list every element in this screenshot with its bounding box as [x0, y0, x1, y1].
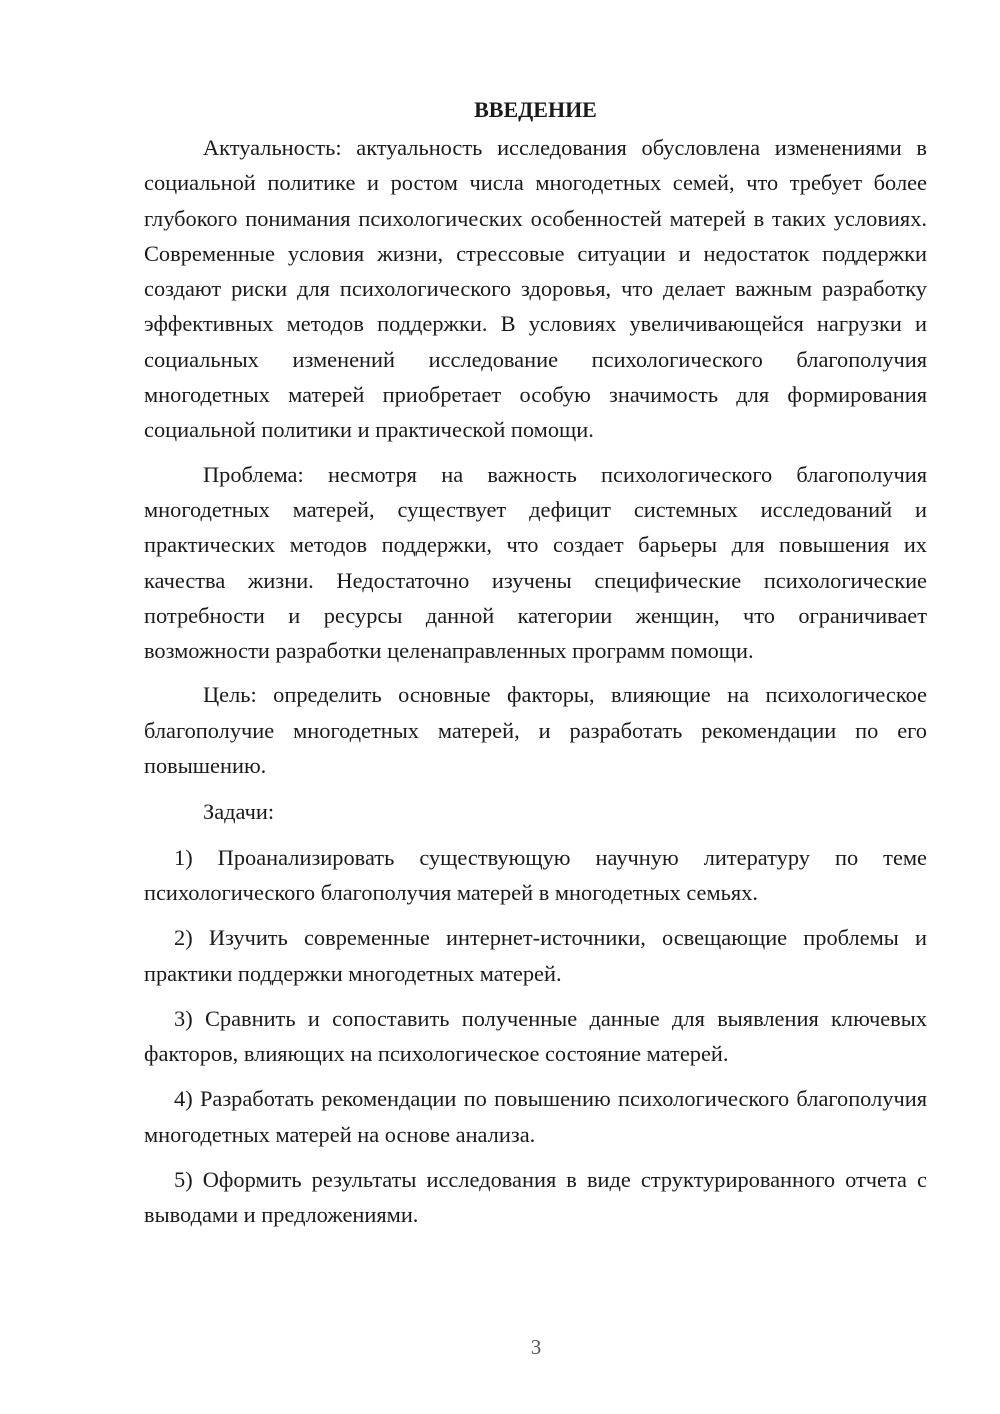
page-number: 3 — [530, 1335, 542, 1359]
relevance-paragraph: Актуальность: актуальность исследования обусловлена изменениями в социальной политике и ростом числа многодетных семей, что требует более глубокого понимания психологических особенностей матерей в таких условиях. Современные условия жизни, стрессовые ситуации и недостаток поддержки создают риски для психологического здоровья, что делает важным разработку эффективных методов поддержки. В условиях увеличивающейся нагрузки и социальных изменений исследование психологического благополучия многодетных матерей приобретает особую значимость для формирования социальной политики и практической помощи. — [144, 135, 927, 443]
section-title: ВВЕДЕНИЕ — [474, 97, 597, 122]
task-item-3: 3) Сравнить и сопоставить полученные данные для выявления ключевых факторов, влияющих на психологическое состояние матерей. — [144, 1005, 927, 1067]
document-page — [144, 92, 927, 1233]
task-item-5: 5) Оформить результаты исследования в виде структурированного отчета с выводами и предложениями. — [144, 1167, 927, 1228]
task-item-1: 1) Проанализировать существующую научную литературу по теме психологического благополучия матерей в многодетных семьях. — [144, 844, 927, 905]
goal-paragraph: Цель: определить основные факторы, влияющие на психологическое благополучие многодетных матерей, и разработать рекомендации по его повышению. — [144, 682, 927, 779]
tasks-heading: Задачи: — [203, 799, 275, 825]
task-item-4: 4) Разработать рекомендации по повышению психологического благополучия многодетных матерей на основе анализа. — [144, 1086, 927, 1147]
task-item-2: 2) Изучить современные интернет-источники, освещающие проблемы и практики поддержки многодетных матерей. — [144, 925, 927, 986]
problem-paragraph: Проблема: несмотря на важность психологического благополучия многодетных матерей, существует дефицит системных исследований и практических методов поддержки, что создает барьеры для повышения их качества жизни. Недостаточно изучены специфические психологические потребности и ресурсы данной категории женщин, что ограничивает возможности разработки целенаправленных программ помощи. — [144, 461, 927, 664]
